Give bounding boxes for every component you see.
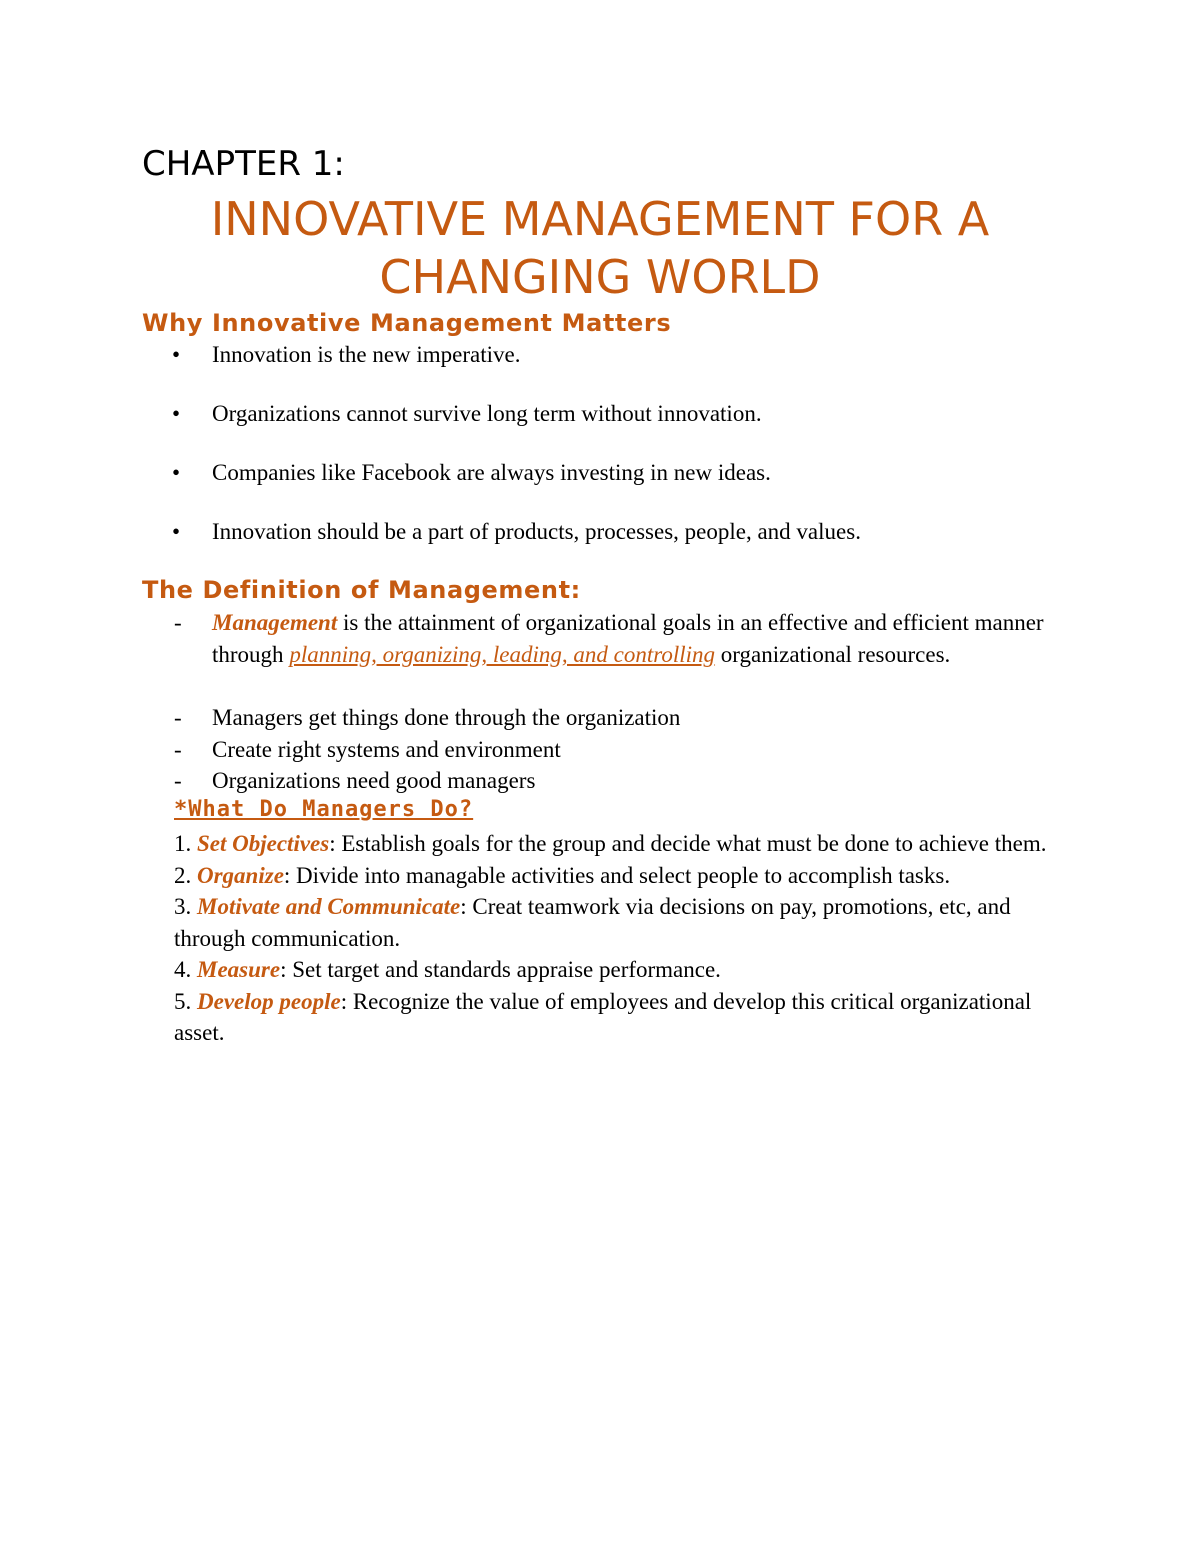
list-item [174,828,1074,860]
chapter-label: CHAPTER 1: [142,144,345,184]
step-number: 3. [174,894,197,919]
definition-text [212,607,1072,671]
chapter-title-line-2: CHANGING WORLD [379,250,821,304]
bullet-text: Organizations cannot survive long term without innovation. [212,401,762,426]
step-text: : Set target and standards appraise performance. [280,957,721,982]
chapter-title [100,190,1100,306]
bullet-icon: • [172,342,181,367]
bullet-text: Innovation is the new imperative. [212,342,521,367]
step-text: : Establish goals for the group and decide what must be done to achieve them. [329,831,1047,856]
dash-icon: - [174,768,182,793]
dash-icon: - [174,737,182,762]
list-item [174,860,1074,892]
chapter-title-line-1: INNOVATIVE MANAGEMENT FOR A [210,192,990,246]
bullet-text: Innovation should be a part of products, processes, people, and values. [212,519,861,544]
list-item [174,891,1074,954]
definition-term: Management [212,610,338,635]
step-term: Organize [197,862,284,888]
section-heading-why-innovative: Why Innovative Management Matters [142,309,672,337]
bullet-icon: • [172,519,181,544]
step-number: 4. [174,957,197,982]
dash-icon: - [174,610,182,635]
step-number: 1. [174,831,197,856]
manager-steps-list [174,828,1074,1049]
definition-text-after-link: organizational resources. [715,642,951,667]
step-text: : Recognize the value of employees and develop this critical organizational asset. [174,988,1032,1045]
step-number: 5. [174,988,197,1014]
step-text: : Creat teamwork via decisions on pay, promotions, etc, and through communication. [174,894,1011,951]
step-term: Set Objectives [197,831,330,856]
step-term: Motivate and Communicate [197,894,461,919]
step-term: Develop people [197,988,341,1014]
definition-text-before-link: is the attainment of organizational goals in an effective and efficient manner through [212,610,1044,667]
bullet-icon: • [172,460,181,485]
functions-link[interactable]: planning, organizing, leading, and controlling [289,642,716,667]
dash-text: Create right systems and environment [212,737,561,762]
dash-text: Managers get things done through the organization [212,705,681,730]
bullet-text: Companies like Facebook are always investing in new ideas. [212,460,771,485]
section-heading-definition: The Definition of Management: [142,576,581,604]
what-managers-do-heading: *What Do Managers Do? [174,797,474,822]
list-item [174,986,1074,1049]
dash-text: Organizations need good managers [212,768,536,793]
step-text: : Divide into managable activities and select people to accomplish tasks. [283,862,951,888]
list-item [174,954,1074,986]
step-term: Measure [197,957,281,982]
dash-icon: - [174,705,182,730]
bullet-icon: • [172,401,181,426]
step-number: 2. [174,862,197,888]
